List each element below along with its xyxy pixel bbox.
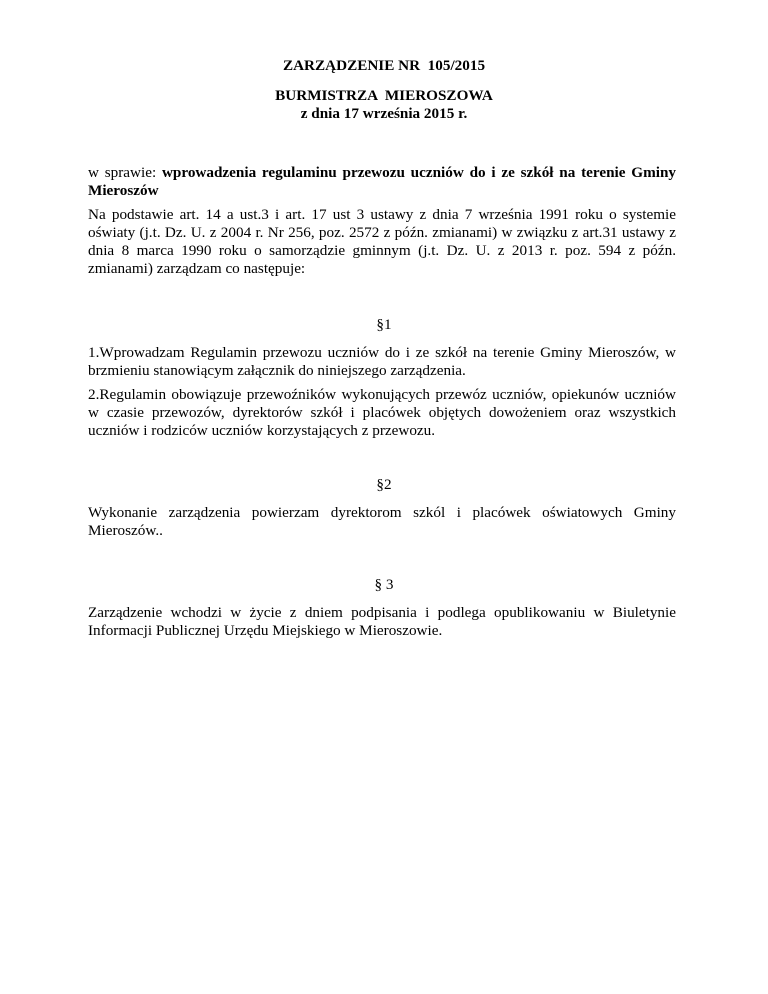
document-issuer: BURMISTRZA MIEROSZOWA	[275, 87, 493, 104]
section-mark-3: § 3	[374, 576, 394, 593]
subject-paragraph	[88, 164, 676, 200]
subject-text: wprowadzenia regulaminu przewozu uczniów do i ze szkół na terenie Gminy Mieroszów	[88, 164, 676, 199]
section-mark-1: §1	[376, 316, 392, 333]
section-1-paragraph-2: 2.Regulamin obowiązuje przewoźników wykonujących przewóz uczniów, opiekunów uczniów w czasie przewozów, dyrektorów szkół i placówek objętych dowożeniem oraz wszystkich uczniów i rodziców uczniów korzystających z przewozu.	[88, 386, 676, 439]
section-3-paragraph-1: Zarządzenie wchodzi w życie z dniem podpisania i podlega opublikowaniu w Biuletynie Informacji Publicznej Urzędu Miejskiego w Mieroszowie.	[88, 604, 676, 639]
section-1-paragraph-1: 1.Wprowadzam Regulamin przewozu uczniów do i ze szkół na terenie Gminy Mieroszów, w brzmieniu stanowiącym załącznik do niniejszego zarządzenia.	[88, 344, 676, 379]
section-mark-2: §2	[376, 476, 392, 493]
section-2-paragraph-1: Wykonanie zarządzenia powierzam dyrektorom szkól i placówek oświatowych Gminy Mieroszów..	[88, 504, 676, 539]
legal-basis-paragraph: Na podstawie art. 14 a ust.3 i art. 17 ust 3 ustawy z dnia 7 września 1991 roku o systemie oświaty (j.t. Dz. U. z 2004 r. Nr 256, poz. 2572 z późn. zmianami) w związku z art.31 ustawy z dnia 8 marca 1990 roku o samorządzie gminnym (j.t. Dz. U. z 2013 r. poz. 594 z późn. zmianami) zarządzam co następuje:	[88, 206, 676, 277]
document-title: ZARZĄDZENIE NR 105/2015	[282, 57, 486, 74]
subject-prefix: w sprawie:	[88, 164, 162, 181]
document-date: z dnia 17 września 2015 r.	[300, 105, 468, 122]
